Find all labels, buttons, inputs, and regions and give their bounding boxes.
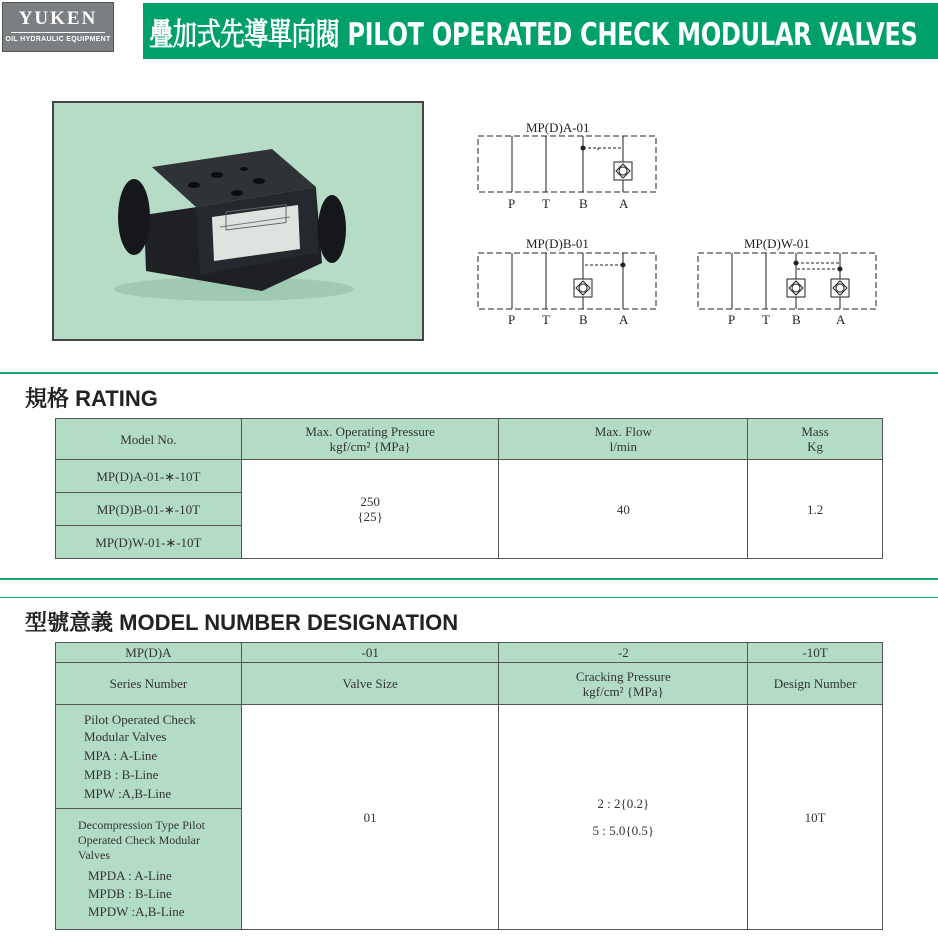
rating-header-model: Model No. [56, 419, 242, 460]
pressure-header-line2: kgf/cm² {MPa} [329, 439, 411, 454]
code-design: -10T [748, 643, 883, 663]
list-item: MPW :A,B-Line [84, 786, 172, 801]
symbol-b-port-a: A [619, 312, 629, 327]
symbol-a-port-p: P [508, 196, 516, 211]
cracking-option: 5 : 5.0{0.5} [592, 823, 655, 838]
table-row [56, 705, 883, 809]
flow-cell: 40 [499, 460, 748, 559]
mass-header-line1: Mass [801, 424, 829, 439]
symbol-w-port-b: B [792, 312, 801, 327]
code-row [56, 643, 883, 663]
rating-table [55, 418, 883, 559]
rating-header-mass [748, 419, 883, 460]
code-cracking: -2 [499, 643, 748, 663]
rating-heading [25, 382, 158, 413]
symbol-a-port-t: T [542, 196, 550, 211]
list-item: MPDA : A-Line [88, 867, 172, 883]
list-item: MPDW :A,B-Line [88, 903, 185, 919]
list-item: MPDB : B-Line [88, 885, 172, 901]
symbol-a-port-a: A [619, 196, 629, 211]
code-series: MP(D)A [56, 643, 242, 663]
section-divider [0, 597, 938, 598]
cracking-cell [499, 705, 748, 930]
designation-heading [25, 606, 458, 637]
flow-header-line1: Max. Flow [594, 424, 652, 439]
list-item: Modular Valves [84, 729, 167, 744]
valve-size-cell: 01 [241, 705, 499, 930]
header-cracking [499, 663, 748, 705]
symbol-b-port-p: P [508, 312, 516, 327]
symbol-w-title: MP(D)W-01 [744, 236, 810, 251]
code-size: -01 [241, 643, 499, 663]
symbol-a-title: MP(D)A-01 [526, 120, 590, 135]
list-item: MPA : A-Line [84, 748, 158, 763]
model-cell: MP(D)B-01-∗-10T [56, 493, 242, 526]
designation-table [55, 642, 883, 930]
pressure-value: 250 [360, 494, 380, 509]
header-series: Series Number [56, 663, 242, 705]
pressure-cell [241, 460, 499, 559]
symbol-b-port-t: T [542, 312, 550, 327]
brand-logo [2, 2, 114, 52]
model-cell: MP(D)W-01-∗-10T [56, 526, 242, 559]
symbol-a [478, 136, 656, 192]
symbol-b [478, 253, 656, 309]
logo-subtitle: OIL HYDRAULIC EQUIPMENT [5, 36, 111, 43]
section-divider [0, 372, 938, 374]
rating-header-pressure [241, 419, 499, 460]
designation-heading-cn: 型號意義 [25, 610, 114, 635]
symbol-w-port-p: P [728, 312, 736, 327]
rating-header-flow [499, 419, 748, 460]
header-valve-size: Valve Size [241, 663, 499, 705]
symbol-b-port-b: B [579, 312, 588, 327]
model-cell: MP(D)A-01-∗-10T [56, 460, 242, 493]
flow-header-line2: l/min [609, 439, 638, 454]
list-item: Valves [78, 847, 110, 862]
mass-header-line2: Kg [807, 439, 824, 454]
designation-heading-en: MODEL NUMBER DESIGNATION [119, 610, 459, 635]
designation-header-row [56, 663, 883, 705]
cracking-option: 2 : 2{0.2} [597, 796, 650, 811]
design-number-cell: 10T [748, 705, 883, 930]
symbol-a-port-b: B [579, 196, 588, 211]
rating-heading-cn: 規格 [25, 386, 70, 411]
valve-image [54, 103, 422, 339]
cracking-header-line1: Cracking Pressure [575, 668, 671, 684]
rating-heading-en: RATING [75, 386, 158, 411]
rating-header-row [56, 419, 883, 460]
hydraulic-symbols [470, 118, 890, 328]
symbol-w-port-a: A [836, 312, 846, 327]
list-item: MPB : B-Line [84, 767, 159, 782]
pressure-value-mpa: {25} [357, 509, 383, 524]
symbol-w-port-t: T [762, 312, 770, 327]
pressure-header-line1: Max. Operating Pressure [305, 424, 435, 439]
series-group-1 [56, 705, 242, 809]
logo-brand: YUKEN [11, 8, 105, 33]
mass-cell: 1.2 [748, 460, 883, 559]
list-item: Decompression Type Pilot [78, 817, 205, 832]
header-design: Design Number [748, 663, 883, 705]
symbol-b-title: MP(D)B-01 [526, 236, 589, 251]
symbol-w [698, 253, 876, 309]
page-title: 疊加式先導單向閥 PILOT OPERATED CHECK MODULAR VALVES [149, 16, 918, 53]
section-divider [0, 578, 938, 580]
table-row [56, 460, 883, 493]
cracking-header-line2: kgf/cm² {MPa} [582, 683, 664, 699]
product-photo [52, 101, 424, 341]
list-item: Pilot Operated Check [84, 712, 196, 727]
series-group-2 [56, 809, 242, 930]
title-bar [143, 3, 938, 59]
list-item: Operated Check Modular [78, 832, 200, 847]
